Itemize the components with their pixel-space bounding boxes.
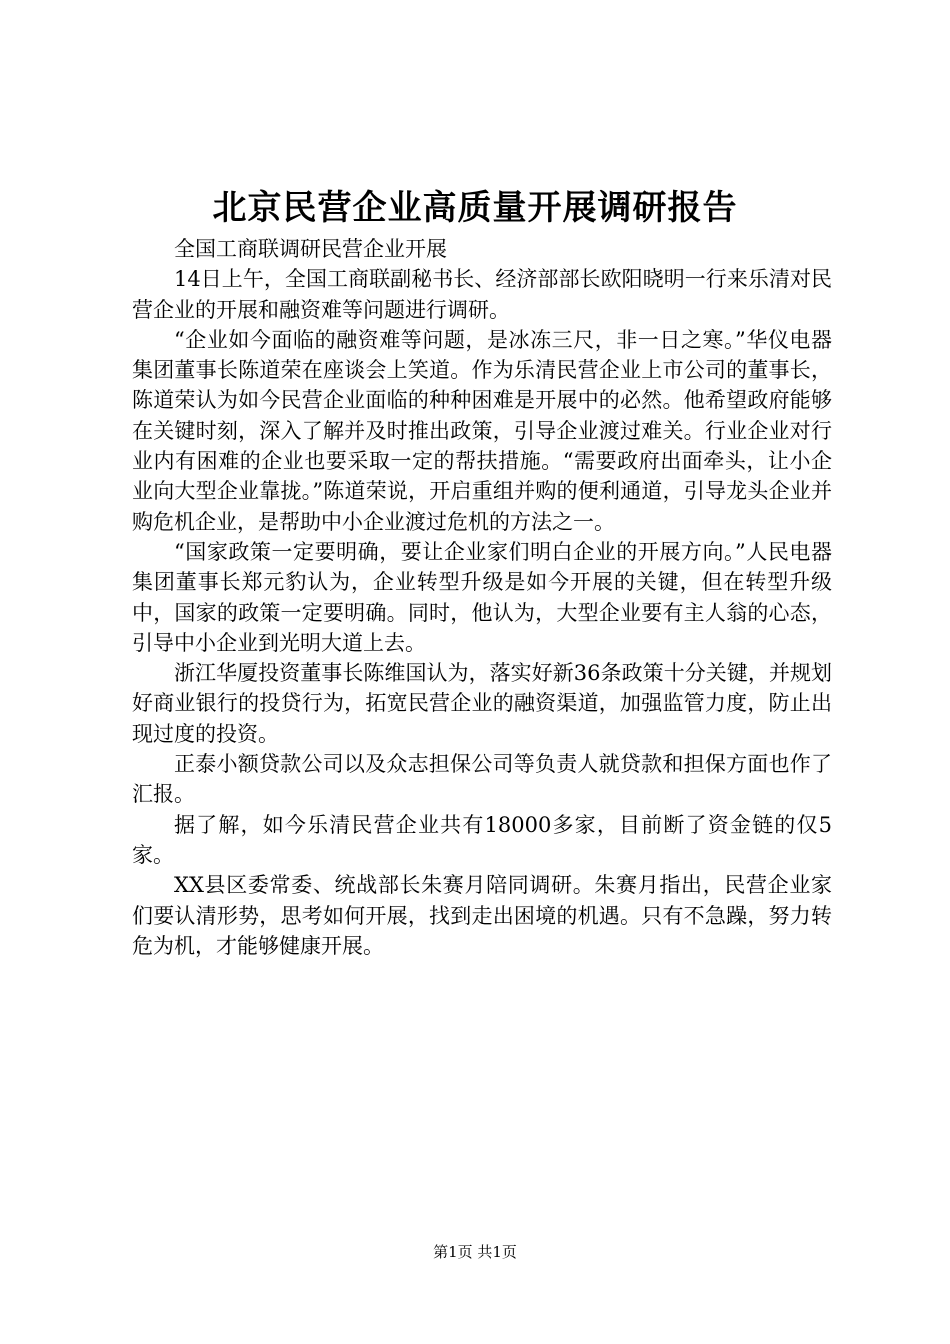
paragraph: “国家政策一定要明确，要让企业家们明白企业的开展方向。”人民电器集团董事长郑元豹认为，企业转型升级是如今开展的关键，但在转型升级中，国家的政策一定要明确。同时，他认为，大型企业要有主人翁的心态，引导中小企业到光明大道上去。: [132, 539, 832, 655]
page-footer: 第1页 共1页: [433, 1243, 517, 1261]
paragraph: 正泰小额贷款公司以及众志担保公司等负责人就贷款和担保方面也作了汇报。: [132, 752, 832, 807]
document-title: 北京民营企业高质量开展调研报告: [212, 188, 738, 228]
paragraph: XX县区委常委、统战部长朱赛月陪同调研。朱赛月指出，民营企业家们要认清形势，思考如何开展，找到走出困境的机遇。只有不急躁，努力转危为机，才能够健康开展。: [132, 873, 832, 958]
document-body: [132, 234, 832, 961]
document-subtitle: 全国工商联调研民营企业开展: [174, 237, 447, 261]
paragraph: 浙江华厦投资董事长陈维国认为，落实好新36条政策十分关键，并规划好商业银行的投贷行为，拓宽民营企业的融资渠道，加强监管力度，防止出现过度的投资。: [132, 661, 832, 746]
paragraph: 据了解，如今乐清民营企业共有18000多家，目前断了资金链的仅5家。: [132, 812, 832, 867]
paragraph: “企业如今面临的融资难等问题，是冰冻三尺，非一日之寒。”华仪电器集团董事长陈道荣在座谈会上笑道。作为乐清民营企业上市公司的董事长，陈道荣认为如今民营企业面临的种种困难是开展中的必然。他希望政府能够在关键时刻，深入了解并及时推出政策，引导企业渡过难关。行业企业对行业内有困难的企业也要采取一定的帮扶措施。“需要政府出面牵头，让小企业向大型企业靠拢。”陈道荣说，开启重组并购的便利通道，引导龙头企业并购危机企业，是帮助中小企业渡过危机的方法之一。: [132, 327, 832, 534]
paragraph: 14日上午，全国工商联副秘书长、经济部部长欧阳晓明一行来乐清对民营企业的开展和融资难等问题进行调研。: [132, 267, 832, 322]
